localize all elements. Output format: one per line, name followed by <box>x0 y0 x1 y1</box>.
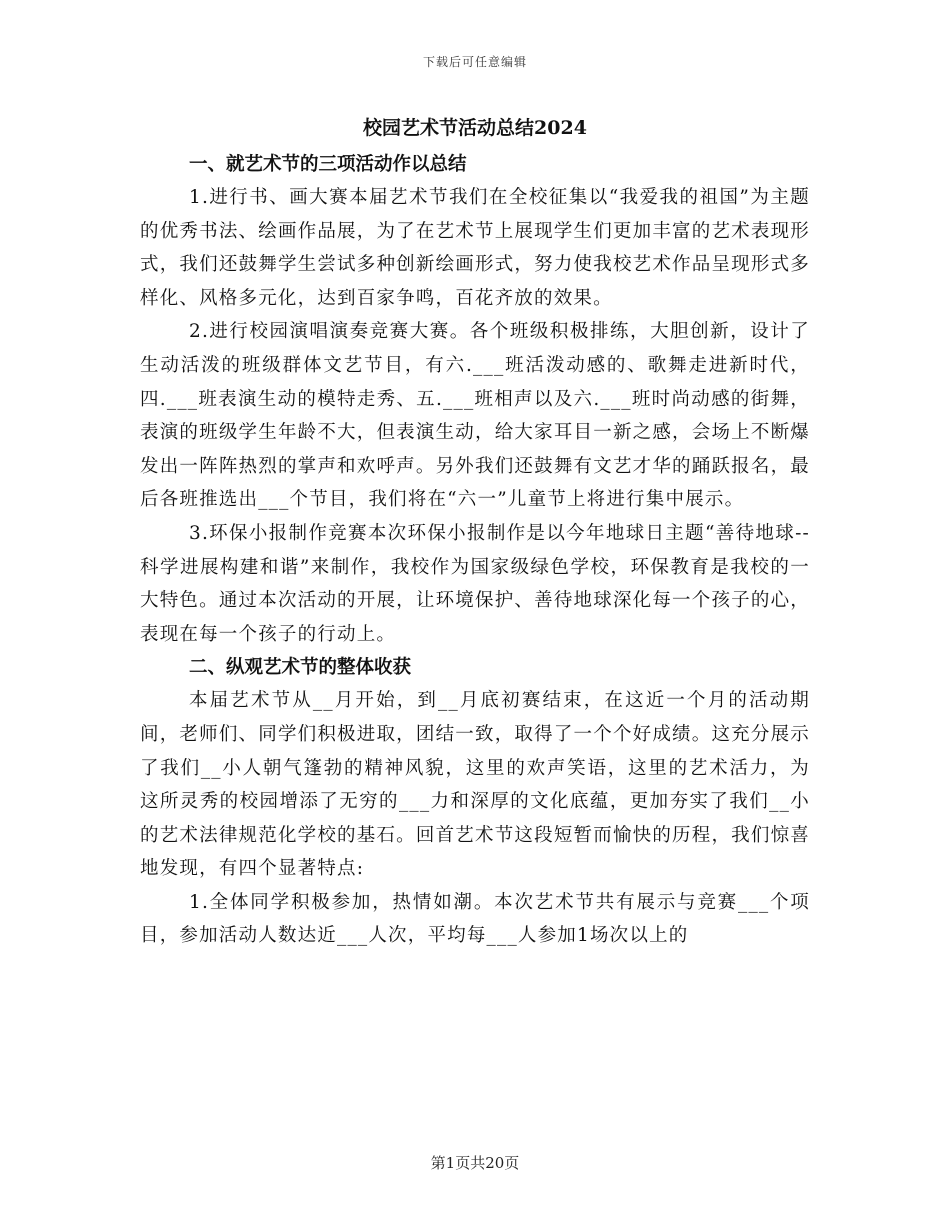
paragraph: 3.环保小报制作竞赛本次环保小报制作是以今年地球日主题“善待地球--科学进展构建和谐”来制作，我校作为国家级绿色学校，环保教育是我校的一大特色。通过本次活动的开展，让环境保护、善待地球深化每一个孩子的心，表现在每一个孩子的行动上。 <box>140 522 810 645</box>
paragraph: 1.进行书、画大赛本届艺术节我们在全校征集以“我爱我的祖国”为主题的优秀书法、绘画作品展，为了在艺术节上展现学生们更加丰富的艺术表现形式，我们还鼓舞学生尝试多种创新绘画形式，努力使我校艺术作品呈现形式多样化、风格多元化，达到百家争鸣，百花齐放的效果。 <box>140 187 810 309</box>
document-title: 校园艺术节活动总结2024 <box>363 117 587 139</box>
document-body <box>140 112 810 953</box>
section-heading-1: 一、就艺术节的三项活动作以总结 <box>189 154 467 175</box>
paragraph: 1.全体同学积极参加，热情如潮。本次艺术节共有展示与竞赛___个项目，参加活动人数达近___人次，平均每___人参加1场次以上的 <box>140 891 810 947</box>
section-heading-2: 二、纵观艺术节的整体收获 <box>189 657 412 679</box>
paragraph: 本届艺术节从__月开始，到__月底初赛结束，在这近一个月的活动期间，老师们、同学们积极进取，团结一致，取得了一个个好成绩。这充分展示了我们__小人朝气篷勃的精神风貌，这里的欢声笑语，这里的艺术活力，为这所灵秀的校园增添了无穷的___力和深厚的文化底蕴，更加夯实了我们__小的艺术法律规范化学校的基石。回首艺术节这段短暂而愉快的历程，我们惊喜地发现，有四个显著特点: <box>140 690 810 880</box>
page-number-footer: 第1页共20页 <box>430 1154 520 1172</box>
header-note: 下载后可任意编辑 <box>422 55 527 69</box>
paragraph: 2.进行校园演唱演奏竞赛大赛。各个班级积极排练，大胆创新，设计了生动活泼的班级群体文艺节目，有六.___班活泼动感的、歌舞走进新时代，四.___班表演生动的模特走秀、五.___班相声以及六.___班时尚动感的街舞，表演的班级学生年龄不大，但表演生动，给大家耳目一新之感，会场上不断爆发出一阵阵热烈的掌声和欢呼声。另外我们还鼓舞有文艺才华的踊跃报名，最后各班推选出___个节目，我们将在“六一”儿童节上将进行集中展示。 <box>140 321 810 511</box>
